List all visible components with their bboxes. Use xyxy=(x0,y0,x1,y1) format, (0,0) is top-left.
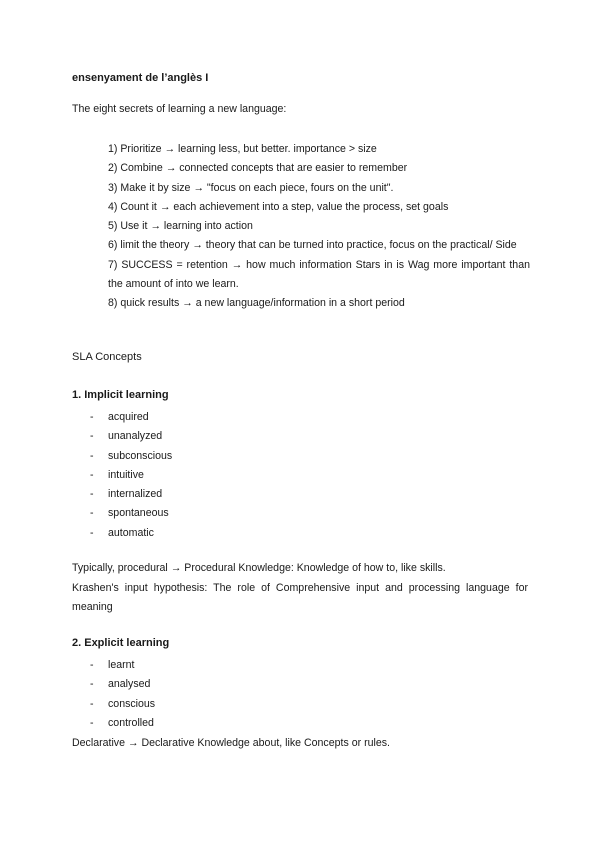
secret-item: 6) limit the theory → theory that can be turned into practice, focus on the practical/ Side xyxy=(108,239,517,252)
list-item xyxy=(90,695,155,714)
secret-item: 8) quick results → a new language/information in a short period xyxy=(108,297,405,310)
list-item-text: controlled xyxy=(108,716,154,729)
document-title: ensenyament de l’anglès I xyxy=(72,72,209,84)
secret-item: 3) Make it by size → "focus on each piece, fours on the unit". xyxy=(108,181,394,194)
implicit-heading: 1. Implicit learning xyxy=(72,389,169,401)
list-item-text: unanalyzed xyxy=(108,430,163,443)
dash-marker: - xyxy=(90,526,94,539)
list-item-text: automatic xyxy=(108,526,154,539)
secrets-list xyxy=(108,140,530,314)
secret-item: 5) Use it → learning into action xyxy=(108,220,253,233)
dash-marker: - xyxy=(90,697,94,710)
dash-marker: - xyxy=(90,507,94,520)
list-item-text: conscious xyxy=(108,697,156,710)
dash-marker: - xyxy=(90,411,94,423)
secret-item: 7) SUCCESS = retention → how much information Stars in is Wag more important than the amount of into we learn. xyxy=(108,258,530,291)
secret-item: 2) Combine → connected concepts that are easier to remember xyxy=(108,162,408,175)
dash-marker: - xyxy=(90,430,94,443)
dash-marker: - xyxy=(90,659,94,671)
list-item xyxy=(90,504,172,523)
list-item-text: analysed xyxy=(108,678,151,691)
list-item xyxy=(90,447,172,466)
list-item-text: spontaneous xyxy=(108,507,169,520)
dash-marker: - xyxy=(90,678,94,691)
dash-marker: - xyxy=(90,449,94,462)
list-item xyxy=(90,524,172,543)
list-item xyxy=(90,408,172,427)
list-item-text: subconscious xyxy=(108,449,173,462)
dash-marker: - xyxy=(90,488,94,501)
sla-heading: SLA Concepts xyxy=(72,351,142,363)
declarative-note: Declarative → Declarative Knowledge about, like Concepts or rules. xyxy=(72,737,390,749)
dash-marker: - xyxy=(90,468,94,481)
list-item-text: intuitive xyxy=(108,468,144,481)
list-item xyxy=(90,485,172,504)
list-item xyxy=(90,656,155,675)
list-item xyxy=(90,675,155,694)
list-item xyxy=(90,427,172,446)
secret-item: 1) Prioritize → learning less, but better. importance > size xyxy=(108,143,377,155)
krashen-note: Krashen's input hypothesis: The role of Comprehensive input and processing language for meaning xyxy=(72,582,528,614)
explicit-heading: 2. Explicit learning xyxy=(72,637,170,649)
secret-item: 4) Count it → each achievement into a step, value the process, set goals xyxy=(108,200,449,213)
list-item xyxy=(90,714,155,733)
dash-marker: - xyxy=(90,716,94,729)
list-item-text: learnt xyxy=(108,659,135,671)
list-item xyxy=(90,466,172,485)
procedural-note: Typically, procedural → Procedural Knowledge: Knowledge of how to, like skills. xyxy=(72,562,446,574)
explicit-list xyxy=(90,656,155,733)
list-item-text: internalized xyxy=(108,488,163,501)
intro-line: The eight secrets of learning a new language: xyxy=(72,103,287,115)
implicit-list xyxy=(90,408,172,543)
list-item-text: acquired xyxy=(108,411,149,423)
